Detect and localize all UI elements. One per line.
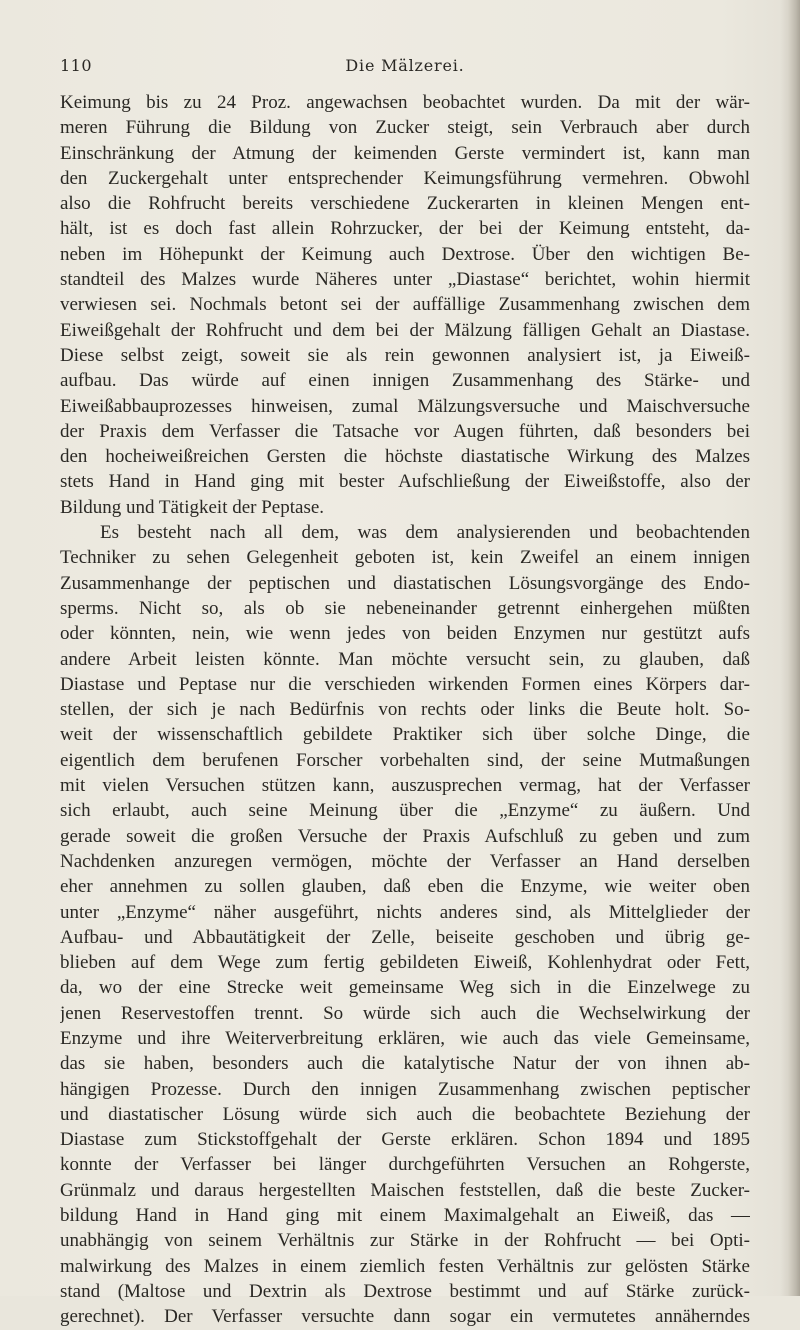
text-line: jenen Reservestoffen trennt. So würde sich auch die Wechselwirkung der (60, 1002, 750, 1024)
text-line: weit der wissenschaftlich gebildete Praktiker sich über solche Dinge, die (60, 724, 750, 746)
text-line: Diastase zum Stickstoffgehalt der Gerste erklären. Schon 1894 und 1895 (60, 1129, 750, 1151)
text-line: also die Rohfrucht bereits verschiedene Zuckerarten in kleinen Mengen ent- (60, 193, 750, 215)
text-line: Grünmalz und daraus hergestellten Maischen feststellen, daß die beste Zucker- (60, 1179, 750, 1201)
text-line: und diastatischer Lösung würde sich auch die beobachtete Beziehung der (60, 1103, 750, 1125)
text-line: Aufbau- und Abbautätigkeit der Zelle, beiseite geschoben und übrig ge- (60, 926, 750, 948)
paragraph-end-line: Bildung und Tätigkeit der Peptase. (60, 496, 325, 518)
paragraph-start-line: Es besteht nach all dem, was dem analysierenden und beobachtenden (100, 522, 750, 544)
text-line: Keimung bis zu 24 Proz. angewachsen beobachtet wurden. Da mit der wär- (60, 92, 750, 113)
text-line: verwiesen sei. Nochmals betont sei der auffällige Zusammenhang zwischen dem (60, 294, 750, 316)
text-line: stand (Maltose und Dextrin als Dextrose bestimmt und auf Stärke zurück- (60, 1280, 750, 1302)
text-line: Einschränkung der Atmung der keimenden Gerste vermindert ist, kann man (60, 142, 750, 164)
text-line: unter „Enzyme“ näher ausgeführt, nichts anderes sind, als Mittelglieder der (60, 901, 750, 923)
text-line: Eiweißgehalt der Rohfrucht und dem bei der Mälzung fälligen Gehalt an Diastase. (60, 319, 750, 341)
text-line: Diastase und Peptase nur die verschieden wirkenden Formen eines Körpers dar- (60, 673, 750, 695)
page-edge-shadow (780, 0, 800, 1296)
text-line: blieben auf dem Wege zum fertig gebildeten Eiweiß, Kohlenhydrat oder Fett, (60, 952, 750, 974)
text-line: Zusammenhange der peptischen und diastatischen Lösungsvorgänge des Endo- (60, 572, 750, 594)
text-line: sich erlaubt, auch seine Meinung über die „Enzyme“ zu äußern. Und (60, 800, 750, 822)
text-line: malwirkung des Malzes in einem ziemlich festen Verhältnis zur gelösten Stärke (60, 1255, 750, 1277)
text-line: meren Führung die Bildung von Zucker steigt, sein Verbrauch aber durch (60, 117, 750, 139)
text-line: den Zuckergehalt unter entsprechender Keimungsführung vermehren. Obwohl (60, 167, 750, 189)
running-title: Die Mälzerei. (345, 56, 465, 75)
text-line: gerade soweit die großen Versuche der Praxis Aufschluß zu geben und zum (60, 825, 750, 847)
text-line: unabhängig von seinem Verhältnis zur Stärke in der Rohfrucht — bei Opti- (60, 1230, 750, 1252)
text-line: stellen, der sich je nach Bedürfnis von rechts oder links die Beute holt. So- (60, 699, 750, 721)
text-line: der Praxis dem Verfasser die Tatsache vor Augen führten, daß besonders bei (60, 420, 750, 442)
text-line: Nachdenken anzuregen vermögen, möchte der Verfasser an Hand derselben (60, 850, 750, 872)
text-line: mit vielen Versuchen stützen kann, auszusprechen vermag, hat der Verfasser (60, 775, 750, 797)
text-line: gerechnet). Der Verfasser versuchte dann sogar ein vermutetes annäherndes (60, 1306, 750, 1328)
text-line: oder könnten, nein, wie wenn jedes von beiden Enzymen nur gestützt aufs (60, 623, 750, 645)
text-line: hält, ist es doch fast allein Rohrzucker, der bei der Keimung entsteht, da- (60, 218, 750, 240)
text-line: neben im Höhepunkt der Keimung auch Dextrose. Über den wichtigen Be- (60, 243, 750, 265)
text-line: da, wo der eine Strecke weit gemeinsame Weg sich in die Einzelwege zu (60, 977, 750, 999)
text-line: Enzyme und ihre Weiterverbreitung erklären, wie auch das viele Gemeinsame, (60, 1027, 750, 1049)
text-line: konnte der Verfasser bei länger durchgeführten Versuchen an Rohgerste, (60, 1154, 750, 1176)
text-line: hängigen Prozesse. Durch den innigen Zusammenhang zwischen peptischer (60, 1078, 750, 1100)
text-line: Eiweißabbauprozesses hinweisen, zumal Mälzungsversuche und Maischversuche (60, 395, 750, 417)
text-line: andere Arbeit leisten könnte. Man möchte versucht sein, zu glauben, daß (60, 648, 750, 670)
text-line: aufbau. Das würde auf einen innigen Zusammenhang des Stärke- und (60, 370, 750, 392)
text-line: sperms. Nicht so, als ob sie nebeneinander getrennt einhergehen müßten (60, 597, 750, 619)
page-header (60, 56, 750, 80)
text-line: das sie haben, besonders auch die katalytische Natur der von ihnen ab- (60, 1053, 750, 1075)
text-line: bildung Hand in Hand ging mit einem Maximalgehalt an Eiweiß, das — (60, 1205, 750, 1227)
body-text (60, 90, 750, 1330)
page-number: 110 (60, 56, 93, 75)
text-line: standteil des Malzes wurde Näheres unter „Diastase“ berichtet, wohin hiermit (60, 269, 750, 291)
text-line: Techniker zu sehen Gelegenheit geboten ist, kein Zweifel an einem innigen (60, 547, 750, 569)
text-line: den hocheiweißreichen Gersten die höchste diastatische Wirkung des Malzes (60, 446, 750, 468)
text-line: eher annehmen zu sollen glauben, daß eben die Enzyme, wie weiter oben (60, 876, 750, 898)
text-line: Diese selbst zeigt, soweit sie als rein gewonnen analysiert ist, ja Eiweiß- (60, 344, 750, 366)
text-line: eigentlich dem berufenen Forscher vorbehalten sind, der seine Mutmaßungen (60, 749, 750, 771)
text-line: stets Hand in Hand ging mit bester Aufschließung der Eiweißstoffe, also der (60, 471, 750, 493)
